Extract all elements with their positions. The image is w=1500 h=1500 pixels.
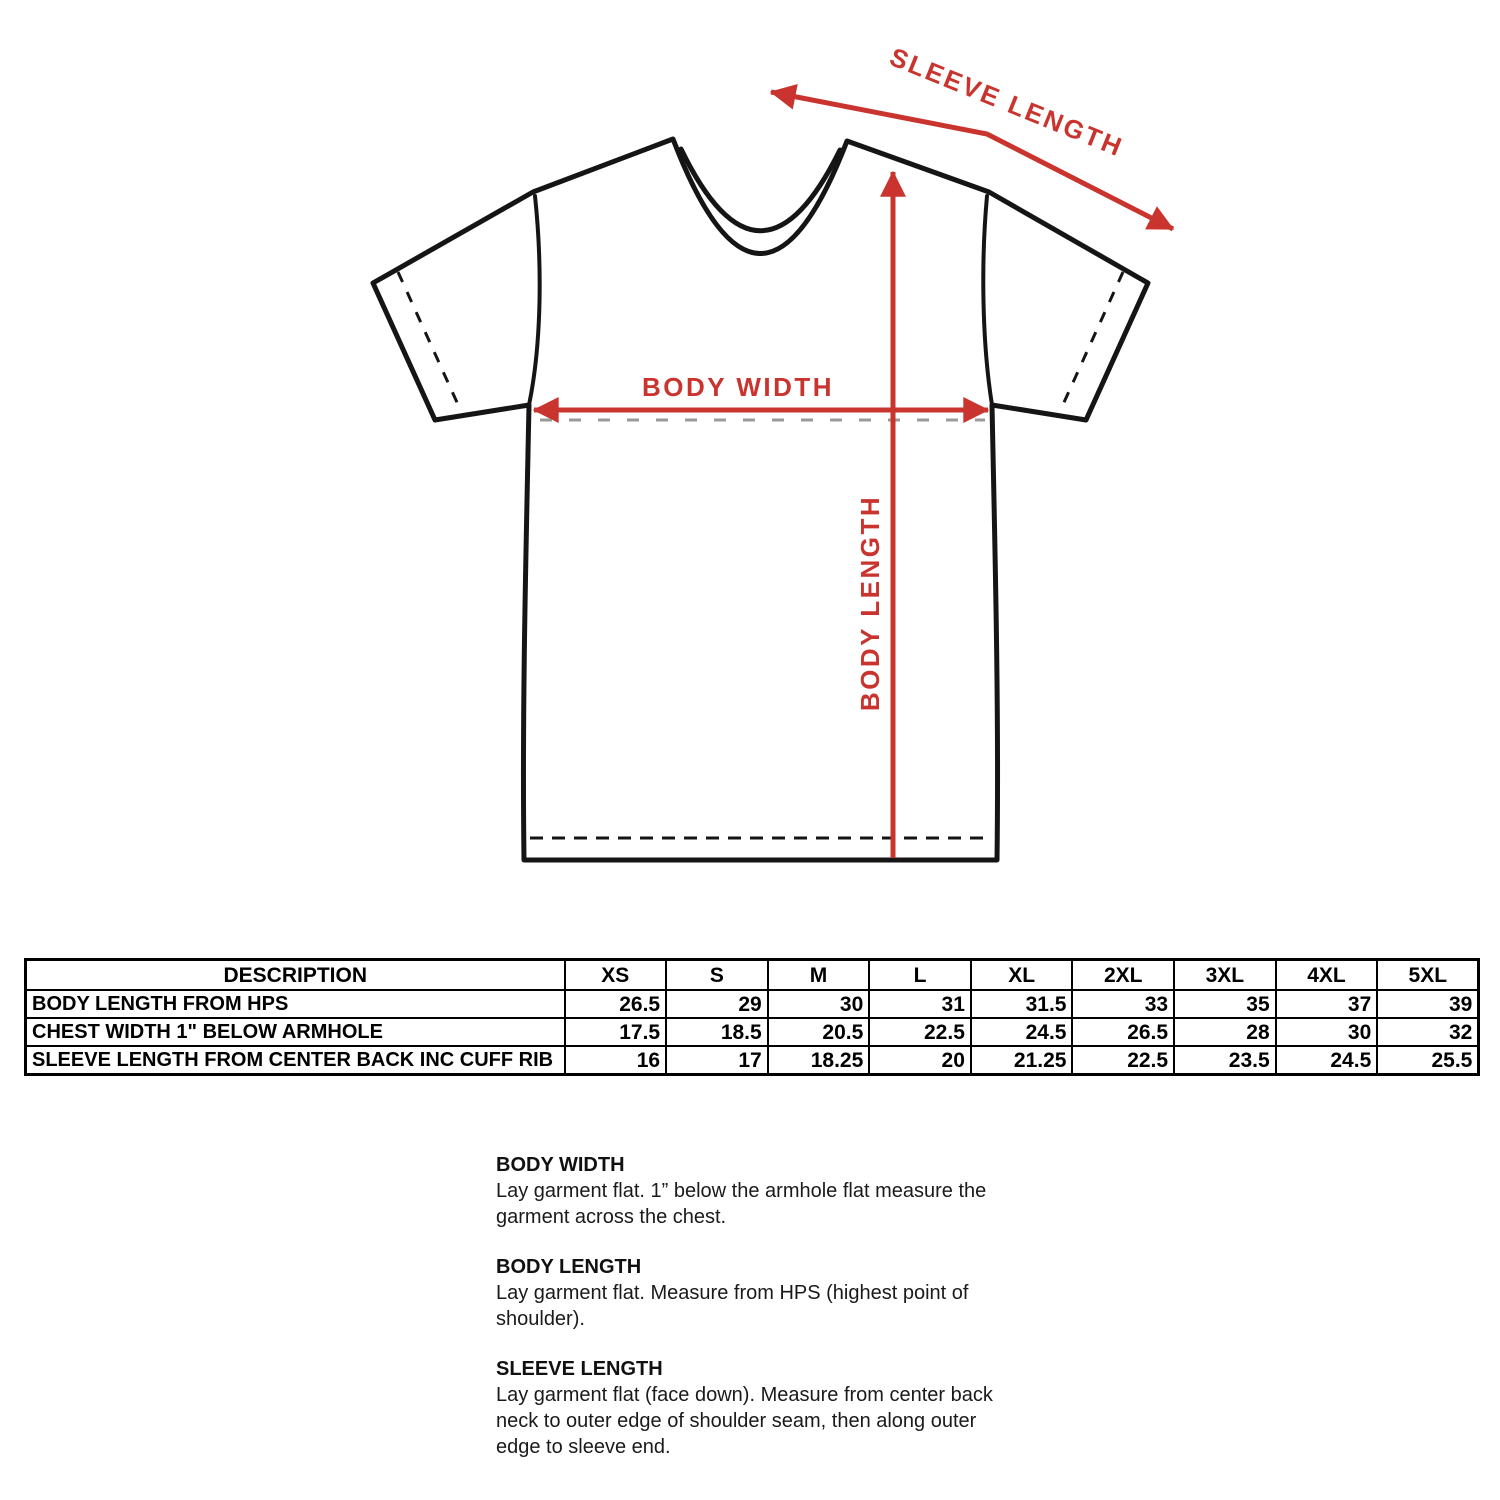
guide-section-title: SLEEVE LENGTH (496, 1358, 663, 1380)
header-size-2XL: 2XL (1072, 960, 1174, 991)
measurement-value: 33 (1072, 990, 1174, 1018)
body-length-label: BODY LENGTH (854, 494, 885, 712)
header-size-M: M (768, 960, 870, 991)
measurement-value: 18.5 (666, 1018, 768, 1046)
measurement-value: 20 (869, 1046, 971, 1075)
measurement-value: 21.25 (971, 1046, 1073, 1075)
header-size-XS: XS (565, 960, 667, 991)
measurement-value: 17 (666, 1046, 768, 1075)
table-row (26, 1018, 1479, 1046)
measurement-value: 22.5 (869, 1018, 971, 1046)
table-row (26, 1046, 1479, 1075)
measurement-value: 37 (1276, 990, 1378, 1018)
measurement-value: 18.25 (768, 1046, 870, 1075)
size-table (24, 958, 1480, 1076)
body-width-label: BODY WIDTH (641, 372, 835, 402)
header-size-5XL: 5XL (1377, 960, 1479, 991)
guide-section-text: Lay garment flat (face down). Measure from center back neck to outer edge of shoulder seam, then along outer edge to sleeve end. (496, 1384, 993, 1458)
measurement-value: 17.5 (565, 1018, 667, 1046)
measurement-value: 24.5 (1276, 1046, 1378, 1075)
guide-section-text: Lay garment flat. 1” below the armhole flat measure the garment across the chest. (496, 1180, 987, 1228)
header-size-S: S (666, 960, 768, 991)
tshirt-outline (373, 139, 1148, 860)
measurement-value: 29 (666, 990, 768, 1018)
measurement-value: 35 (1174, 990, 1276, 1018)
row-label: SLEEVE LENGTH FROM CENTER BACK INC CUFF RIB (26, 1046, 565, 1075)
measurement-value: 25.5 (1377, 1046, 1479, 1075)
measurement-value: 26.5 (1072, 1018, 1174, 1046)
measurement-value: 22.5 (1072, 1046, 1174, 1075)
row-label: BODY LENGTH FROM HPS (26, 990, 565, 1018)
measurement-value: 32 (1377, 1018, 1479, 1046)
guide-section-title: BODY WIDTH (496, 1154, 625, 1176)
measurement-value: 20.5 (768, 1018, 870, 1046)
measurement-guide (496, 1152, 1023, 1484)
measurement-value: 23.5 (1174, 1046, 1276, 1075)
header-size-XL: XL (971, 960, 1073, 991)
header-size-L: L (869, 960, 971, 991)
measurement-value: 30 (768, 990, 870, 1018)
size-table-body (26, 990, 1479, 1075)
sleeve-length-label: SLEEVE LENGTH (885, 41, 1128, 163)
measurement-value: 39 (1377, 990, 1479, 1018)
header-description: DESCRIPTION (26, 960, 565, 991)
measurement-value: 31 (869, 990, 971, 1018)
size-table-header-row (26, 960, 1479, 991)
measurement-value: 31.5 (971, 990, 1073, 1018)
size-table-head (26, 960, 1479, 991)
header-size-4XL: 4XL (1276, 960, 1378, 991)
tshirt-body-outline (373, 139, 1148, 860)
row-label: CHEST WIDTH 1" BELOW ARMHOLE (26, 1018, 565, 1046)
table-row (26, 990, 1479, 1018)
measurement-value: 28 (1174, 1018, 1276, 1046)
measurement-value: 16 (565, 1046, 667, 1075)
measurement-value: 26.5 (565, 990, 667, 1018)
guide-section-text: Lay garment flat. Measure from HPS (highest point of shoulder). (496, 1282, 969, 1330)
measurement-value: 24.5 (971, 1018, 1073, 1046)
header-size-3XL: 3XL (1174, 960, 1276, 991)
guide-section-title: BODY LENGTH (496, 1256, 642, 1278)
measurement-value: 30 (1276, 1018, 1378, 1046)
